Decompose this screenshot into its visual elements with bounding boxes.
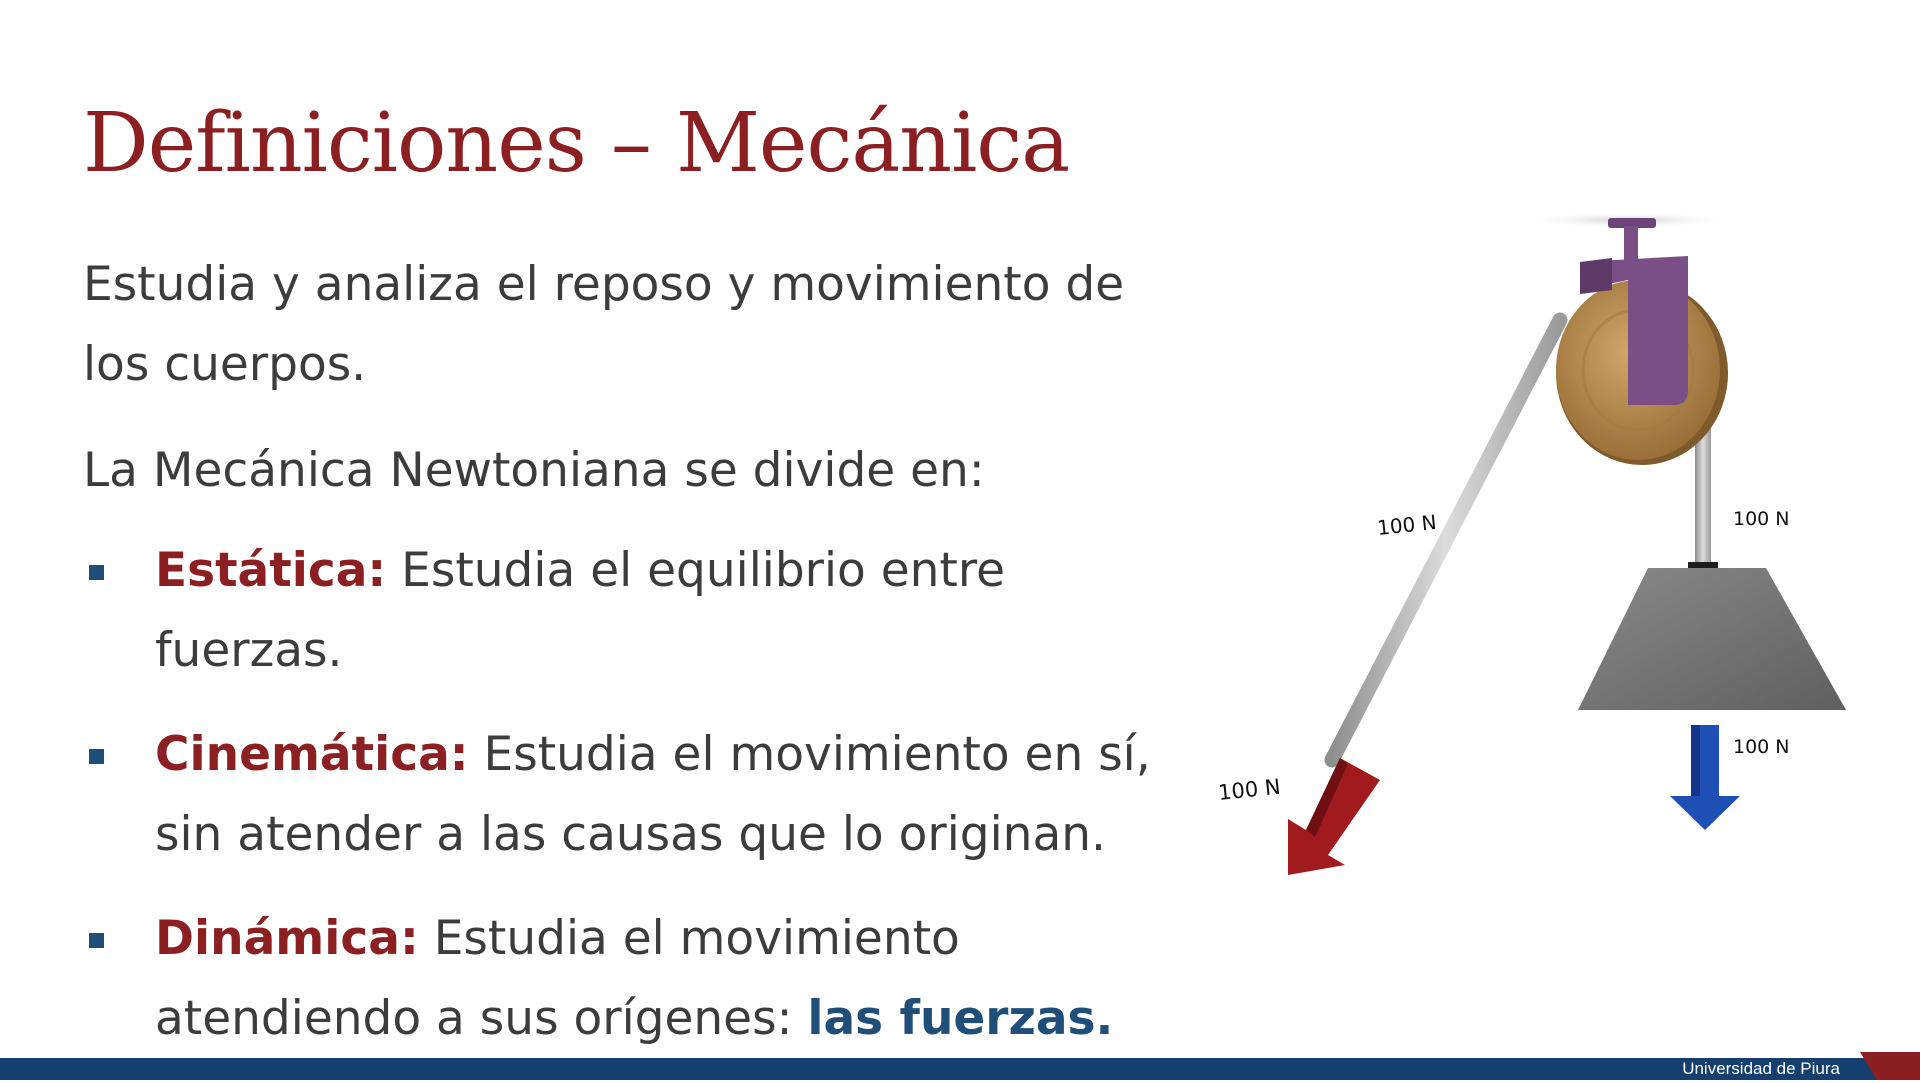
term-estatica: Estática: <box>155 543 387 598</box>
definition-estatica: Estudia el equilibrio entre fuerzas. <box>155 543 1006 678</box>
footer-bar <box>0 1058 1920 1080</box>
weight-force-arrow <box>1670 725 1740 830</box>
intro-paragraph: Estudia y analiza el reposo y movimiento de los cuerpos. <box>83 257 1125 392</box>
pulley-illustration <box>1180 190 1880 910</box>
division-lead: La Mecánica Newtoniana se divide en: <box>83 443 985 498</box>
force-label-weight-arrow: 100 N <box>1733 736 1790 758</box>
list-item-cinematica <box>83 715 1183 875</box>
footer-institution: Universidad de Piura <box>1682 1059 1840 1078</box>
list-item-estatica <box>83 531 1183 691</box>
pull-force-arrow <box>1288 758 1380 875</box>
slide-title: Definiciones – Mecánica <box>83 96 1070 191</box>
square-bullet-icon <box>89 749 104 764</box>
term-cinematica: Cinemática: <box>155 727 469 782</box>
square-bullet-icon <box>89 933 104 948</box>
definition-dinamica: Estudia el movimiento atendiendo a sus orígenes: <box>155 911 960 1046</box>
force-label-pull-arrow: 100 N <box>1217 774 1282 805</box>
term-dinamica: Dinámica: <box>155 911 419 966</box>
definition-cinematica: Estudia el movimiento en sí, sin atender a las causas que lo originan. <box>155 727 1151 862</box>
list-item-dinamica <box>83 899 1183 1059</box>
force-label-rope-right: 100 N <box>1733 508 1790 530</box>
square-bullet-icon <box>89 565 104 580</box>
emphasis-las-fuerzas: las fuerzas. <box>807 991 1114 1046</box>
force-label-rope-left: 100 N <box>1376 509 1438 540</box>
rope-left <box>1332 320 1560 760</box>
mechanics-branches-list <box>83 531 1183 1059</box>
slide-body <box>83 245 1183 1083</box>
weight-block <box>1578 568 1846 710</box>
